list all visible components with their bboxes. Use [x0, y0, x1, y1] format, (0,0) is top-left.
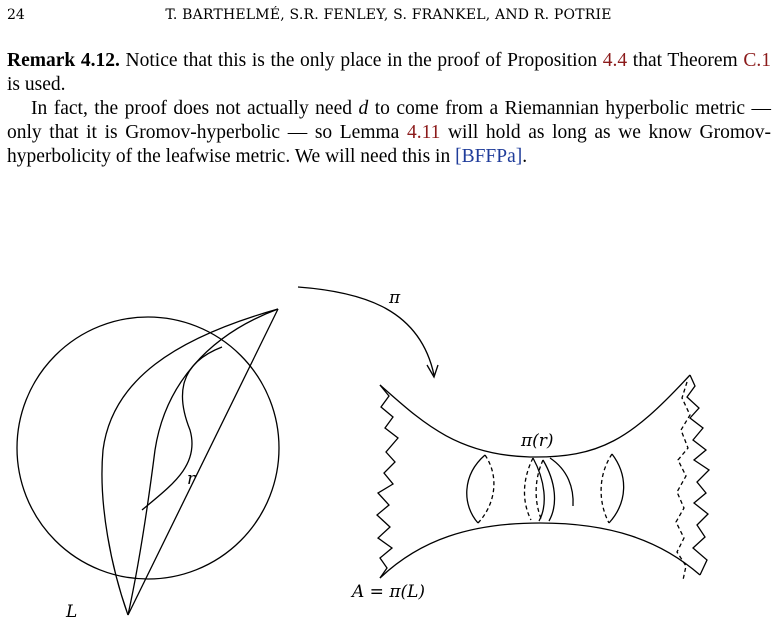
page-number: 24	[7, 7, 25, 23]
label-pi: π	[389, 288, 401, 308]
body-paragraph	[7, 97, 771, 169]
body-text	[7, 49, 771, 169]
circle-mid-dashed	[524, 458, 533, 520]
circle-right-solid	[609, 454, 624, 523]
left-jagged-boundary	[377, 385, 398, 578]
projection-arrow	[298, 287, 434, 375]
ray-pi-r	[550, 458, 573, 506]
figure	[0, 270, 777, 633]
theorem-link[interactable]: C.1	[743, 50, 771, 71]
lemma-link[interactable]: 4.11	[406, 122, 441, 143]
right-jagged-boundary	[687, 375, 709, 575]
circle-mid2-solid	[543, 460, 555, 521]
remark-paragraph	[7, 49, 771, 97]
circle-left-dashed	[478, 455, 494, 523]
leaf-curve-outer	[102, 309, 278, 615]
remark-text-2: that Theorem	[627, 50, 744, 71]
label-L: L	[66, 602, 78, 622]
proposition-link[interactable]: 4.4	[602, 50, 628, 71]
label-pi-r: π(r)	[521, 431, 554, 451]
label-r: r	[187, 469, 196, 489]
para-text-3: will hold as long as we know Gromov-hyperbolicity of the leafwise metric. We will need this in	[7, 122, 771, 167]
remark-heading: Remark 4.12.	[7, 50, 120, 71]
label-A-equals-pi-L: A = π(L)	[352, 582, 426, 602]
circle-mid2-dashed	[536, 460, 543, 521]
ray-r-curve	[142, 347, 222, 510]
para-text-2: to come from a Riemannian hyperbolic metric — only that it is Gromov-hyperbolic — so Lemma	[7, 98, 771, 143]
para-text-4: .	[522, 146, 528, 167]
circle-right-dashed	[601, 454, 612, 523]
citation-link[interactable]: [BFFPa]	[455, 146, 523, 167]
running-title: T. BARTHELMÉ, S.R. FENLEY, S. FRANKEL, AND R. POTRIE	[165, 7, 612, 23]
remark-text-3: is used.	[7, 74, 66, 95]
variable-d: d	[358, 98, 369, 119]
page-header	[0, 7, 777, 31]
right-inner-dashed	[676, 382, 690, 580]
annulus-bottom-edge	[380, 523, 700, 578]
figure-drawing	[0, 270, 777, 633]
para-text-1: In fact, the proof does not actually need	[31, 98, 359, 119]
remark-text-1: Notice that this is the only place in the proof of Proposition	[119, 50, 603, 71]
circle-left-solid	[467, 455, 485, 523]
disk-boundary	[17, 317, 279, 579]
